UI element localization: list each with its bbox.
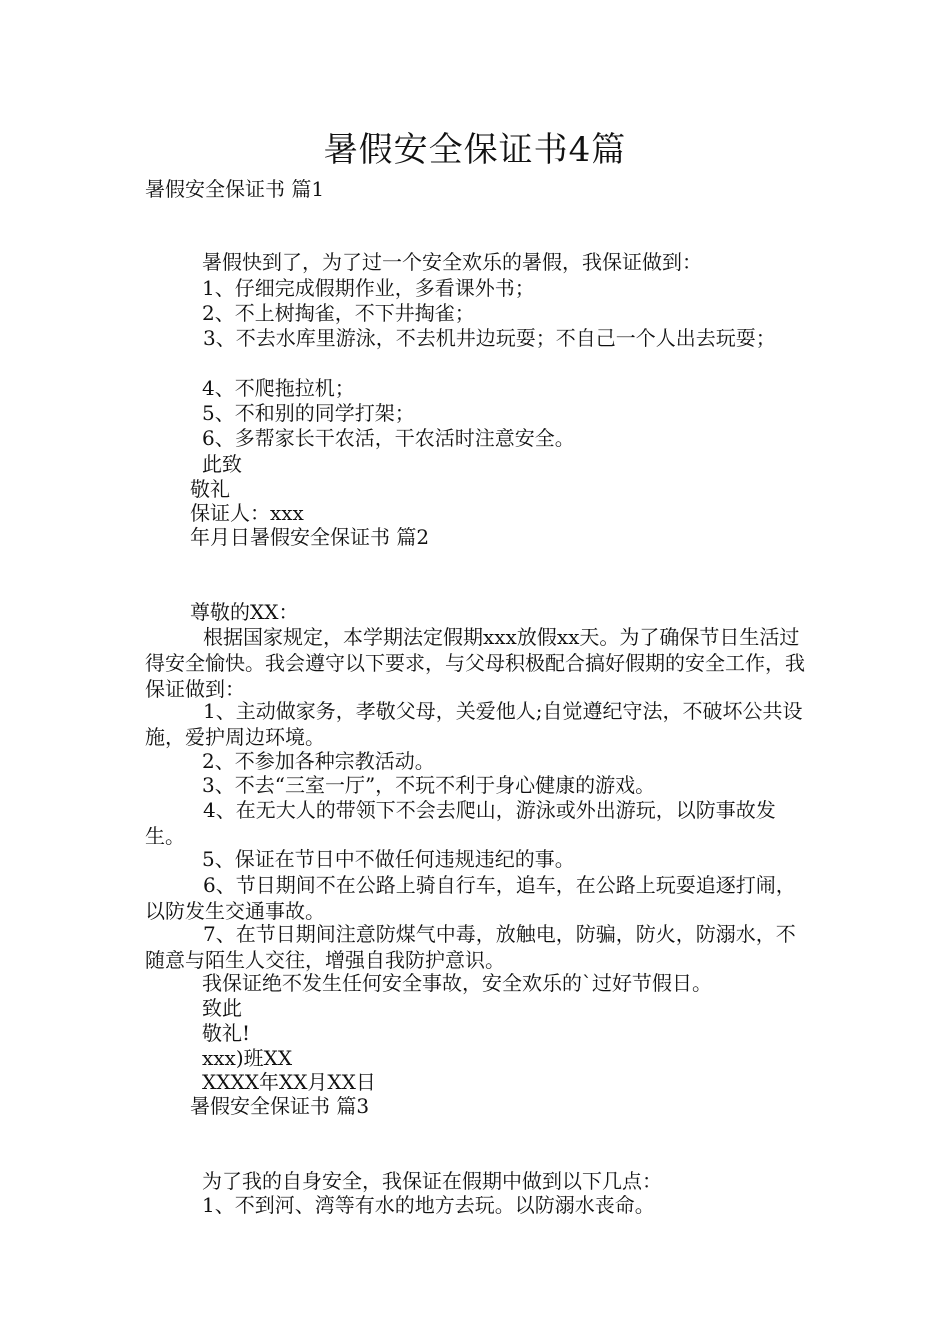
section2-item-2: 2、不参加各种宗教活动。 [202, 749, 435, 773]
section1-closing-2: 敬礼 [190, 477, 230, 501]
section1-item-6: 6、多帮家长干农活，干农活时注意安全。 [202, 426, 575, 450]
section2-item-6: 6、节日期间不在公路上骑自行车，追车，在公路上玩耍追逐打闹，以防发生交通事故。 [145, 873, 796, 923]
section1-signer: 保证人：xxx [190, 501, 304, 525]
section3-intro: 为了我的自身安全，我保证在假期中做到以下几点： [202, 1169, 662, 1193]
section2-closing-2: 敬礼! [202, 1021, 251, 1045]
section1-item-3: 3、不去水库里游泳，不去机井边玩耍；不自己一个人出去玩耍； [203, 326, 776, 350]
section2-intro: 根据国家规定，本学期法定假期xxx放假xx天。为了确保节日生活过得安全愉快。我会遵守以下要求，与父母积极配合搞好假期的安全工作，我保证做到： [145, 625, 805, 701]
section1-item-4: 4、不爬拖拉机； [202, 376, 355, 400]
section2-item-7: 7、在节日期间注意防煤气中毒，放触电，防骗，防火，防溺水，不随意与陌生人交往，增强自我防护意识。 [145, 922, 796, 972]
section2-salutation: 尊敬的XX： [190, 600, 299, 624]
section2-item-1: 1、主动做家务，孝敬父母，关爱他人;自觉遵纪守法，不破坏公共设施，爱护周边环境。 [145, 699, 803, 749]
section3-heading: 暑假安全保证书 篇3 [190, 1094, 370, 1118]
section2-item-4: 4、在无大人的带领下不会去爬山，游泳或外出游玩，以防事故发生。 [145, 798, 776, 848]
section2-item-3: 3、不去“三室一厅”，不玩不利于身心健康的游戏。 [202, 773, 656, 797]
section2-pledge: 我保证绝不发生任何安全事故，安全欢乐的`过好节假日。 [202, 971, 712, 995]
section1-intro: 暑假快到了，为了过一个安全欢乐的暑假，我保证做到： [202, 250, 702, 274]
document-title: 暑假安全保证书4篇 [323, 130, 627, 170]
section2-closing-1: 致此 [202, 996, 242, 1020]
section2-class-line: xxx)班XX [202, 1046, 293, 1070]
section1-item-1: 1、仔细完成假期作业，多看课外书； [202, 276, 535, 300]
section3-item-1: 1、不到河、湾等有水的地方去玩。以防溺水丧命。 [202, 1193, 655, 1217]
section1-item-2: 2、不上树掏雀，不下井掏雀； [202, 301, 475, 325]
section2-date-line: XXXX年XX月XX日 [202, 1070, 376, 1094]
section1-closing-1: 此致 [202, 452, 242, 476]
section1-heading: 暑假安全保证书 篇1 [145, 177, 325, 201]
section2-heading: 年月日暑假安全保证书 篇2 [190, 525, 430, 549]
section2-item-5: 5、保证在节日中不做任何违规违纪的事。 [202, 847, 575, 871]
section1-item-5: 5、不和别的同学打架； [202, 401, 415, 425]
